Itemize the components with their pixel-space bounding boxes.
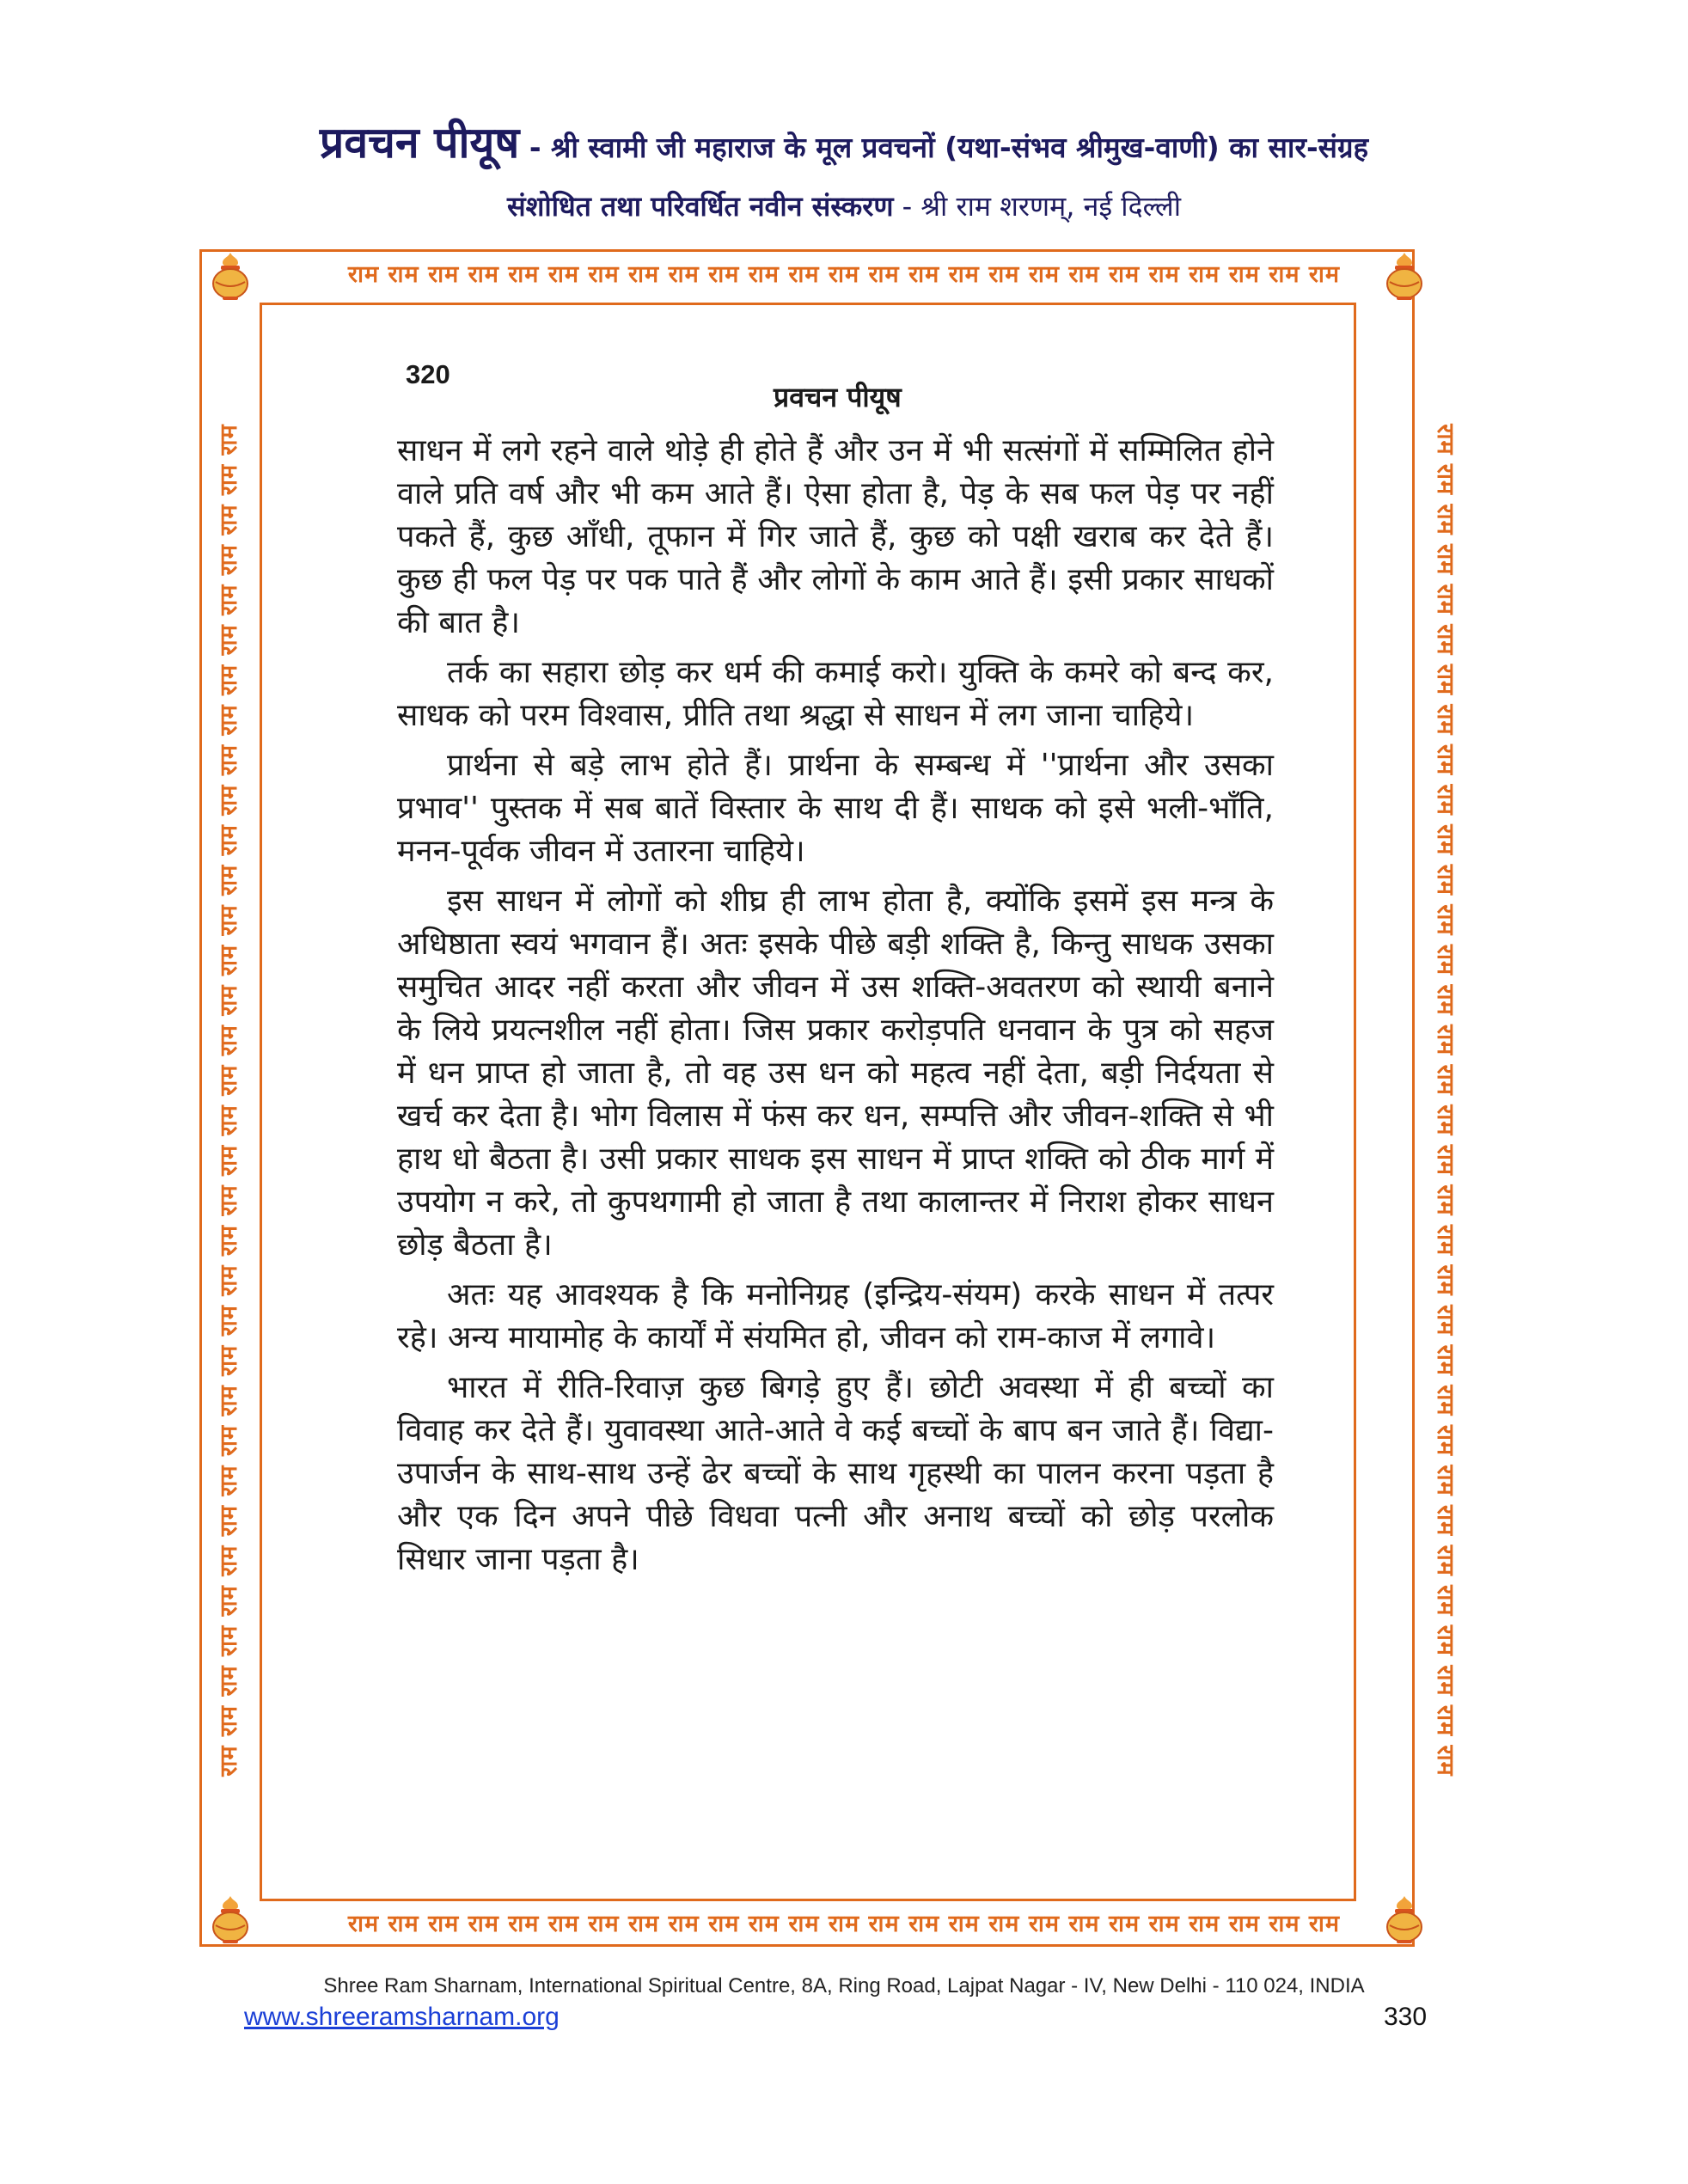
paragraph: साधन में लगे रहने वाले थोड़े ही होते हैं और उन में भी सत्संगों में सम्मिलित होने वाले प्रति वर्ष और भी कम आते हैं। ऐसा होता है, पेड़ के सब फल पेड़ पर नहीं पकते हैं, कुछ आँधी, तूफान में गिर जाते हैं, कुछ को पक्षी खराब कर देते हैं। कुछ ही फल पेड़ पर पक पाते हैं और लोगों के काम आते हैं। इसी प्रकार साधकों की बात है। — [397, 433, 1274, 640]
kalash-icon — [1378, 1893, 1431, 1946]
kalash-icon — [1378, 249, 1431, 303]
body-text — [397, 430, 1274, 1588]
document-title — [0, 112, 1688, 170]
paragraph: अतः यह आवश्यक है कि मनोनिग्रह (इन्द्रिय-संयम) करके साधन में तत्पर रहे। अन्य मायामोह के कार्यों में संयमित हो, जीवन को राम-काज में लगावे। — [397, 1277, 1274, 1355]
paragraph: प्रार्थना से बड़े लाभ होते हैं। प्रार्थना के सम्बन्ध में ''प्रार्थना और उसका प्रभाव'' पुस्तक में सब बातें विस्तार के साथ दी हैं। साधक को इसे भली-भाँति, मनन-पूर्वक जीवन में उतारना चाहिये। — [397, 748, 1274, 869]
title-main: प्रवचन पीयूष — [319, 118, 520, 168]
paragraph: इस साधन में लोगों को शीघ्र ही लाभ होता है, क्योंकि इसमें इस मन्त्र के अधिष्ठाता स्वयं भगवान हैं। अतः इसके पीछे बड़ी शक्ति है, किन्तु साधक उसका समुचित आदर नहीं करता और जीवन में उस शक्ति-अवतरण को स्थायी बनाने के लिये प्रयत्नशील नहीं होता। जिस प्रकार करोड़पति धनवान के पुत्र को सहज में धन प्राप्त हो जाता है, तो वह उस धन को महत्व नहीं देता, बड़ी निर्दयता से खर्च कर देता है। भोग विलास में फंस कर धन, सम्पत्ति और जीवन-शक्ति से भी हाथ धो बैठता है। उसी प्रकार साधक इस साधन में प्राप्त शक्ति को ठीक मार्ग में उपयोग न करे, तो कुपथगामी हो जाता है तथा कालान्तर में निराश होकर साधन छोड़ बैठता है। — [397, 884, 1274, 1263]
ram-border-top: राम राम राम राम राम राम राम राम राम राम राम राम राम राम राम राम राम राम राम राम राम राम राम राम राम — [347, 261, 1341, 288]
edition-bold: संशोधित तथा परिवर्धित नवीन संस्करण — [507, 190, 894, 223]
footer-page-number: 330 — [1384, 2003, 1428, 2031]
title-subtitle: - श्री स्वामी जी महाराज के मूल प्रवचनों (यथा-संभव श्रीमुख-वाणी) का सार-संग्रह — [519, 131, 1369, 164]
website-link[interactable]: www.shreeramsharnam.org — [244, 2003, 560, 2031]
paragraph: तर्क का सहारा छोड़ कर धर्म की कमाई करो। युक्ति के कमरे को बन्द कर, साधक को परम विश्वास, प्रीति तथा श्रद्धा से साधन में लग जाना चाहिये। — [397, 655, 1274, 733]
kalash-icon — [204, 1893, 257, 1946]
footer-address: Shree Ram Sharnam, International Spiritual Centre, 8A, Ring Road, Lajpat Nagar - IV, New Delhi - 110 024, INDIA — [323, 1974, 1365, 1997]
scanned-page-number: 320 — [406, 359, 450, 389]
ram-border-right — [1422, 318, 1468, 1882]
kalash-icon — [204, 249, 257, 303]
running-head: प्रवचन पीयूष — [774, 381, 902, 413]
ram-border-bottom: राम राम राम राम राम राम राम राम राम राम राम राम राम राम राम राम राम राम राम राम राम राम राम राम राम — [347, 1911, 1341, 1937]
ram-border-right-text: राम राम राम राम राम राम राम राम राम राम राम राम राम राम राम राम राम राम राम राम राम राम राम राम राम राम राम राम राम राम राम राम राम राम — [1432, 424, 1459, 1777]
ram-border-left — [206, 318, 253, 1882]
edition-publisher: - श्री राम शरणम्, नई दिल्ली — [893, 190, 1181, 223]
paragraph: भारत में रीति-रिवाज़ कुछ बिगड़े हुए हैं। छोटी अवस्था में ही बच्चों का विवाह कर देते हैं। युवावस्था आते-आते वे कई बच्चों के बाप बन जाते हैं। विद्या-उपार्जन के साथ-साथ उन्हें ढेर बच्चों के साथ गृहस्थी का पालन करना पड़ता है और एक दिन अपने पीछे विधवा पत्नी और अनाथ बच्चों को छोड़ परलोक सिधार जाना पड़ता है। — [397, 1370, 1274, 1577]
edition-line — [0, 187, 1688, 224]
ram-border-left-text: राम राम राम राम राम राम राम राम राम राम राम राम राम राम राम राम राम राम राम राम राम राम राम राम राम राम राम राम राम राम राम राम राम राम — [216, 424, 242, 1777]
